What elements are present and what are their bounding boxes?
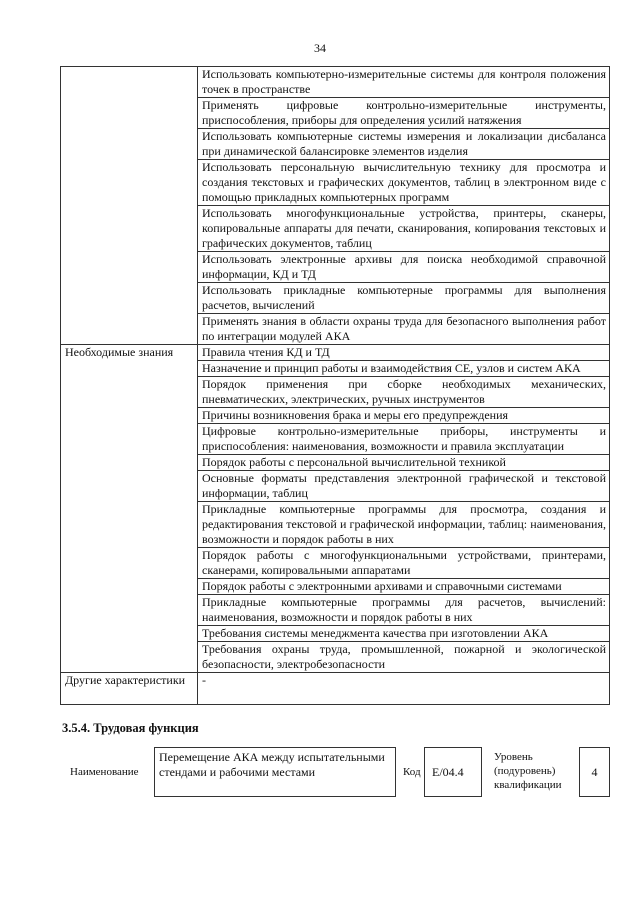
knowledge-row-text: Правила чтения КД и ТД: [198, 345, 610, 361]
other-characteristics-value: -: [198, 673, 610, 705]
page-number: 34: [314, 41, 326, 55]
other-characteristics-label: Другие характеристики: [61, 673, 198, 705]
knowledge-row-text: Требования охраны труда, промышленной, пожарной и экологической безопасности, электробезопасности: [198, 642, 610, 673]
function-level-box: [579, 747, 610, 797]
name-label: Наименование: [70, 766, 139, 778]
knowledge-row-text: Основные форматы представления электронной графической и текстовой информации, таблиц: [198, 471, 610, 502]
function-code-box: [424, 747, 482, 797]
skill-row-text: Использовать прикладные компьютерные программы для выполнения расчетов, вычислений: [198, 283, 610, 314]
knowledge-row-text: Порядок применения при сборке необходимых механических, пневматических, электрических, ручных инструментов: [198, 377, 610, 408]
knowledge-row-text: Назначение и принцип работы и взаимодействия СЕ, узлов и систем АКА: [198, 361, 610, 377]
skill-row-text: Применять знания в области охраны труда для безопасного выполнения работ по интеграции модулей АКА: [198, 314, 610, 345]
skills-section-cell: [61, 67, 198, 345]
knowledge-row-text: Прикладные компьютерные программы для просмотра, создания и редактирования текстовой и графической информации, таблиц: наименования, возможности и порядок работы в них: [198, 502, 610, 548]
function-name-box: [154, 747, 396, 797]
knowledge-row-text: Требования системы менеджмента качества при изготовлении АКА: [198, 626, 610, 642]
skill-row-text: Применять цифровые контрольно-измерительные инструменты, приспособления, приборы для определения усилий натяжения: [198, 98, 610, 129]
skill-row-text: Использовать электронные архивы для поиска необходимой справочной информации, КД и ТД: [198, 252, 610, 283]
knowledge-row-text: Причины возникновения брака и меры его предупреждения: [198, 408, 610, 424]
knowledge-row: [61, 345, 610, 361]
knowledge-row-text: Порядок работы с электронными архивами и справочными системами: [198, 579, 610, 595]
skill-row-text: Использовать многофункциональные устройства, принтеры, сканеры, копировальные аппараты для печати, сканирования, копирования текстовых и графических документов, таблиц: [198, 206, 610, 252]
knowledge-row-text: Прикладные компьютерные программы для расчетов, вычислений: наименования, возможности и порядок работы в них: [198, 595, 610, 626]
skill-row-text: Использовать персональную вычислительную технику для просмотра и создания текстовых и графических документов, таблиц в электронном виде с помощью прикладных компьютерных программ: [198, 160, 610, 206]
knowledge-section-label: Необходимые знания: [61, 345, 198, 673]
knowledge-row-text: Цифровые контрольно-измерительные приборы, инструменты и приспособления: наименования, возможности и правила эксплуатации: [198, 424, 610, 455]
function-name-value: Перемещение АКА между испытательными стендами и рабочими местами: [159, 750, 385, 779]
skill-row: [61, 67, 610, 98]
skill-row-text: Использовать компьютерно-измерительные системы для контроля положения точек в пространстве: [198, 67, 610, 98]
code-label: Код: [403, 766, 421, 778]
requirements-table: [60, 66, 610, 705]
function-code-value: E/04.4: [432, 765, 464, 779]
skill-row-text: Использовать компьютерные системы измерения и локализации дисбаланса при динамической балансировке элементов изделия: [198, 129, 610, 160]
section-heading: 3.5.4. Трудовая функция: [62, 721, 199, 735]
knowledge-row-text: Порядок работы с персональной вычислительной техникой: [198, 455, 610, 471]
other-characteristics-row: [61, 673, 610, 705]
function-level-value: 4: [591, 765, 598, 779]
level-label: Уровень (подуровень) квалификации: [494, 751, 562, 791]
knowledge-row-text: Порядок работы с многофункциональными устройствами, принтерами, сканерами, копировальными аппаратами: [198, 548, 610, 579]
